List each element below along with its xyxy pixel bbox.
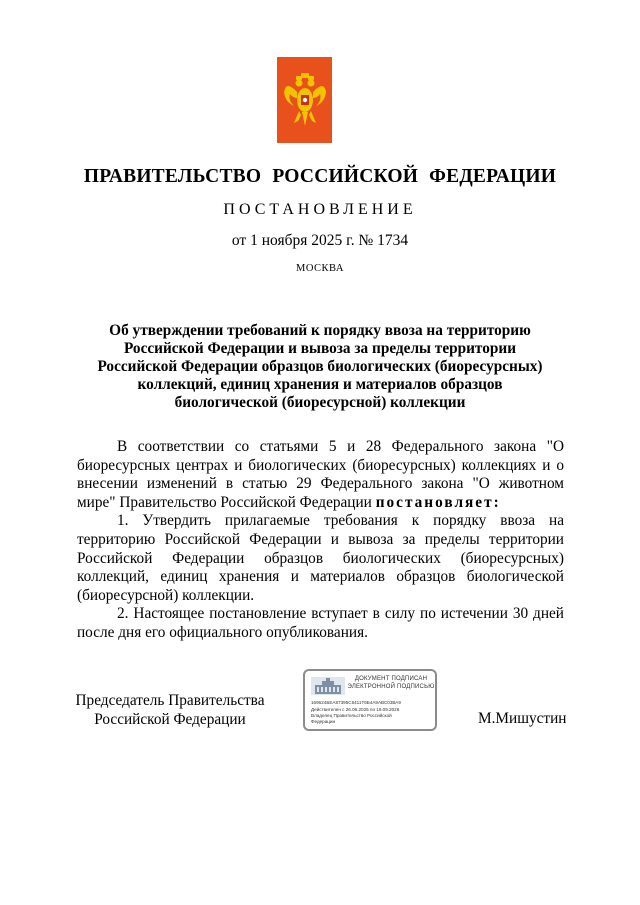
stamp-heading [347,676,435,691]
coat-of-arms-emblem [277,57,332,143]
document-type: ПОСТАНОВЛЕНИЕ [223,201,417,218]
document-title [90,322,550,412]
signatory-name: М.Мишустин [478,710,567,727]
item-1-paragraph: 1. Утвердить прилагаемые требования к порядку ввоза на территорию Российской Федерации и вывоза за пределы территории Российской Федерации образцов биологических (биоресурсных) коллекций, единиц хранения и материалов образцов биологической (биоресурсной) коллекции. [77,512,564,604]
signatory-position [70,692,270,729]
document-date-number: от 1 ноября 2025 г. № 1734 [231,232,409,249]
organization-title: ПРАВИТЕЛЬСТВО РОССИЙСКОЙ ФЕДЕРАЦИИ [83,166,557,187]
stamp-owner-line: Федерации [311,719,336,724]
title-line: коллекций, единиц хранения и материалов образцов [137,376,503,393]
title-line: Российской Федерации образцов биологических (биоресурсных) [97,358,543,375]
government-building-icon [311,677,345,695]
preamble-text: В соответствии со статьями 5 и 28 Федерального закона "О биоресурсных центрах и биологических (биоресурсных) коллекциях и о внесении изменений в статью 29 Федерального закона "О животном мире" Правительство Российской Федерации [77,438,564,511]
document-body [77,438,564,643]
item-2-paragraph: 2. Настоящее постановление вступает в силу по истечении 30 дней после дня его официального опубликования. [77,605,564,641]
title-line: биологической (биоресурсной) коллекции [174,394,466,411]
stamp-serial: 169624БЕА87395С5411Т6Б4А9АВС03ВА9 [311,700,401,705]
document-city: МОСКВА [296,263,344,274]
title-line: Об утверждении требований к порядку ввоза на территорию [109,322,531,339]
signatory-position-line: Председатель Правительства [75,692,265,709]
stamp-validity: Действителен с 26.06.2025 по 19.09.2026 [311,707,400,712]
electronic-signature-stamp [303,669,437,731]
stamp-owner-line: Владелец Правительство Российской [311,713,392,718]
stamp-heading-line: ЭЛЕКТРОННОЙ ПОДПИСЬЮ [347,683,435,690]
decree-word: постановляет: [375,493,501,511]
preamble-paragraph [77,438,564,512]
signatory-position-line: Российской Федерации [94,710,246,728]
title-line: Российской Федерации и вывоза за пределы территории [123,340,517,357]
double-headed-eagle-icon [282,70,328,130]
stamp-heading-line: ДОКУМЕНТ ПОДПИСАН [354,676,428,682]
